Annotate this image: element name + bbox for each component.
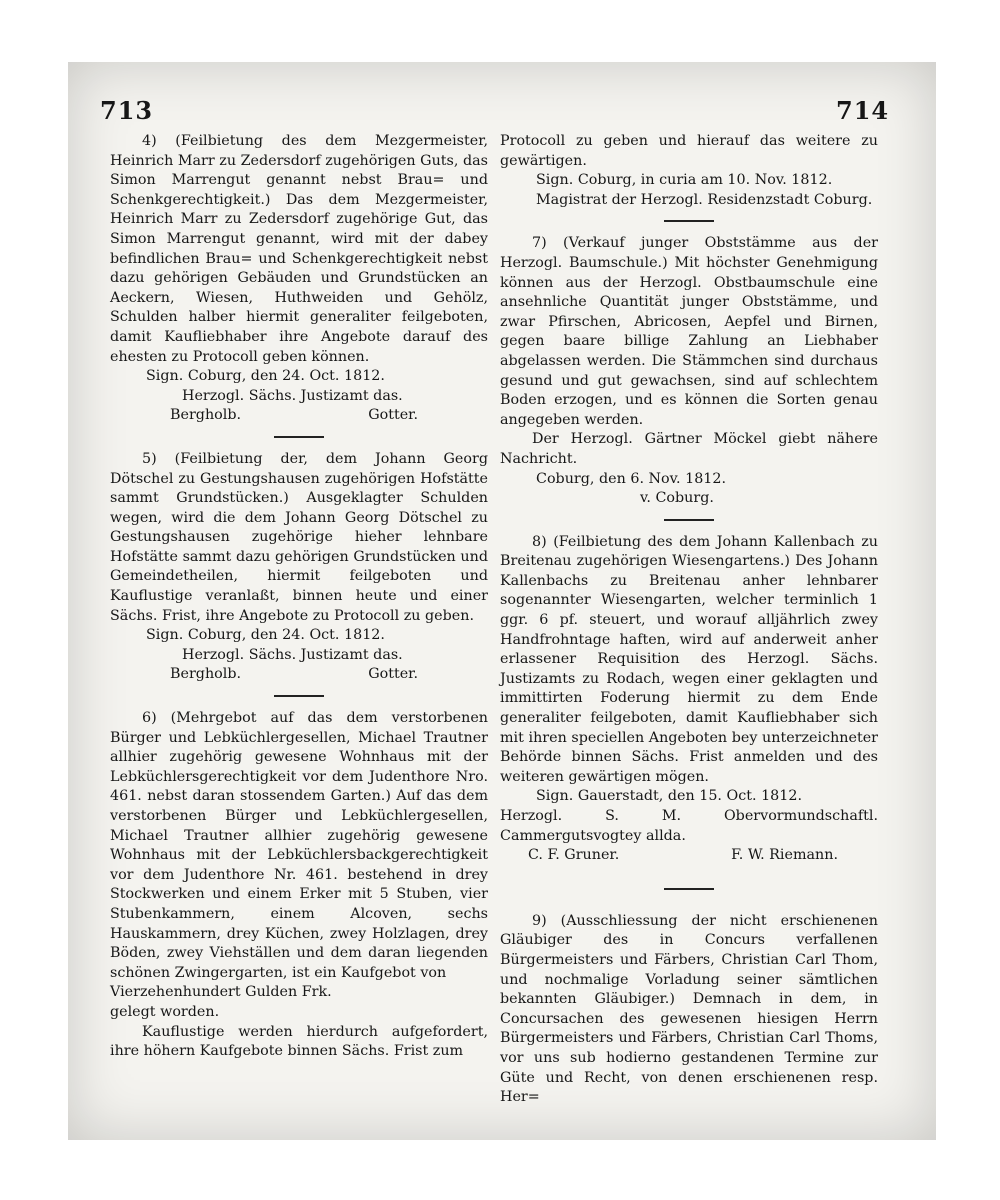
- notice-4-signatories: [110, 406, 488, 426]
- page-number-right: 714: [836, 96, 890, 125]
- signatory-a: C. F. Gruner.: [528, 847, 620, 864]
- section-divider: [274, 695, 324, 697]
- right-column: [500, 132, 878, 1108]
- notice-4-text: 4) (Feilbietung des dem Mezgermeister, Heinrich Marr zu Zedersdorf zugehörigen Guts, das Simon Marrengut genannt nebst Brau= und Schenkgerechtigkeit.) Das dem Mezgermeister, Heinrich Marr zu Zedersdorf zugehörige Gut, das Simon Marrengut genannt, wird mit der dabey befindlichen Brau= und Schenkgerechtigkeit nebst dazu gehörigen Gebäuden und Grundstücken an Aeckern, Wiesen, Huthweiden und Gehölz, Schulden halber hiermit generaliter feilgeboten, damit Kaufliebhaber ihre Angebote darauf des ehesten zu Protocoll geben können.: [110, 133, 488, 365]
- notice-7-office: v. Coburg.: [640, 490, 714, 507]
- notice-6-sum: Vierzehenhundert Gulden Frk.: [110, 984, 332, 1001]
- notice-4-sign: Sign. Coburg, den 24. Oct. 1812.: [146, 368, 385, 385]
- notice-6-continuation: Kauflustige werden hierdurch aufgefordert, ihre höhern Kaufgebote binnen Sächs. Frist zum: [110, 1023, 488, 1060]
- notice-7-sign: Coburg, den 6. Nov. 1812.: [536, 470, 727, 487]
- notice-5-sign: Sign. Coburg, den 24. Oct. 1812.: [146, 627, 385, 644]
- notice-6-sign: Sign. Coburg, in curia am 10. Nov. 1812.: [536, 172, 833, 189]
- notice-8-sign: Sign. Gauerstadt, den 15. Oct. 1812.: [536, 788, 802, 805]
- notice-6-continued: Protocoll zu geben und hierauf das weitere zu gewärtigen.: [500, 133, 878, 169]
- notice-6-office: Magistrat der Herzogl. Residenzstadt Coburg.: [536, 191, 873, 208]
- signatory-b: F. W. Riemann.: [731, 847, 838, 864]
- notice-9-text: 9) (Ausschliessung der nicht erschienenen Gläubiger des in Concurs verfallenen Bürgermeisters und Färbers, Christian Carl Thom, und nochmalige Vorladung seiner sämtlichen bekannten Gläubiger.) Demnach in dem, in Concursachen des gewesenen hiesigen Herrn Bürgermeisters und Färbers, Christian Carl Thoms, vor uns sub hodierno gestandenen Termine zur Güte und Recht, von denen erschienenen resp. Her=: [500, 912, 878, 1106]
- signatory-a: Bergholb.: [170, 407, 242, 424]
- notice-6-after: gelegt worden.: [110, 1003, 220, 1020]
- notice-8-office: Herzogl. S. M. Obervormundschaftl. Cammergutsvogtey allda.: [500, 808, 878, 844]
- notice-5-text: 5) (Feilbietung der, dem Johann Georg Dötschel zu Gestungshausen zugehörigen Hofstätte sammt Grundstücken.) Ausgeklagter Schulden wegen, wird die dem Johann Georg Dötschel zu Gestungshausen zugehörige hieher lehnbare Hofstätte sammt dazu gehörigen Grundstücken und Gemeindetheilen, hiermit feilgeboten und Kauflustige veranlaßt, binnen heute und einer Sächs. Frist, ihre Angebote zu Protocoll zu geben.: [110, 450, 488, 624]
- notice-6-text: 6) (Mehrgebot auf das dem verstorbenen Bürger und Lebküchlergesellen, Michael Trautner allhier zugehörig gewesene Wohnhaus mit der Lebküchlersgerechtigkeit vor dem Judenthore Nro. 461. nebst daran stossendem Garten.) Auf das dem verstorbenen Bürger und Lebküchlergesellen, Michael Trautner allhier zugehörig gewesene Wohnhaus mit der Lebküchlersbackgerechtigkeit vor dem Judenthore Nr. 461. bestehend in drey Stockwerken und einem Erker mit 5 Stuben, vier Stubenkammern, einem Alcoven, sechs Hauskammern, drey Küchen, zwey Holzlagen, drey Böden, zwey Viehställen und dem daran liegenden schönen Zwingergarten, ist ein Kaufgebot von: [110, 710, 488, 981]
- signatory-a: Bergholb.: [170, 666, 242, 683]
- section-divider: [664, 888, 714, 890]
- notice-7-note: Der Herzogl. Gärtner Möckel giebt nähere Nachricht.: [500, 431, 878, 467]
- notice-5-office: Herzogl. Sächs. Justizamt das.: [182, 646, 403, 663]
- notice-8-text: 8) (Feilbietung des dem Johann Kallenbach zu Breitenau zugehörigen Wiesengartens.) Des Johann Kallenbachs zu Breitenau anher lehnbarer sogenannter Wiesengarten, welcher terminlich 1 ggr. 6 pf. steuert, und worauf alljährlich zwey Handfrohntage haften, wird auf anderweit anher erlassener Requisition des Herzogl. Sächs. Justizamts zu Rodach, wegen einer geklagten und immittirten Foderung hiermit zu dem Ende generaliter feilgeboten, damit Kaufliebhaber sich mit ihren speciellen Angeboten bey unterzeichneter Behörde binnen Sächs. Frist anmelden und des weiteren gewärtigen mögen.: [500, 533, 878, 785]
- section-divider: [274, 436, 324, 438]
- left-column: [110, 132, 488, 1062]
- notice-4-office: Herzogl. Sächs. Justizamt das.: [182, 387, 403, 404]
- notice-8-signatories: [500, 846, 878, 866]
- section-divider: [664, 519, 714, 521]
- notice-5-signatories: [110, 665, 488, 685]
- section-divider: [664, 220, 714, 222]
- signatory-b: Gotter.: [368, 407, 418, 424]
- page-number-left: 713: [100, 96, 154, 125]
- notice-7-text: 7) (Verkauf junger Obststämme aus der Herzogl. Baumschule.) Mit höchster Genehmigung können aus der Herzogl. Obstbaumschule eine ansehnliche Quantität junger Obststämme, und zwar Pfirschen, Abricosen, Aepfel und Birnen, gegen baare billige Zahlung an Liebhaber abgelassen werden. Die Stämmchen sind durchaus gesund und gut gewachsen, sind auf schlechtem Boden erzogen, und es können die Sorten genau angegeben werden.: [500, 235, 878, 428]
- signatory-b: Gotter.: [368, 666, 418, 683]
